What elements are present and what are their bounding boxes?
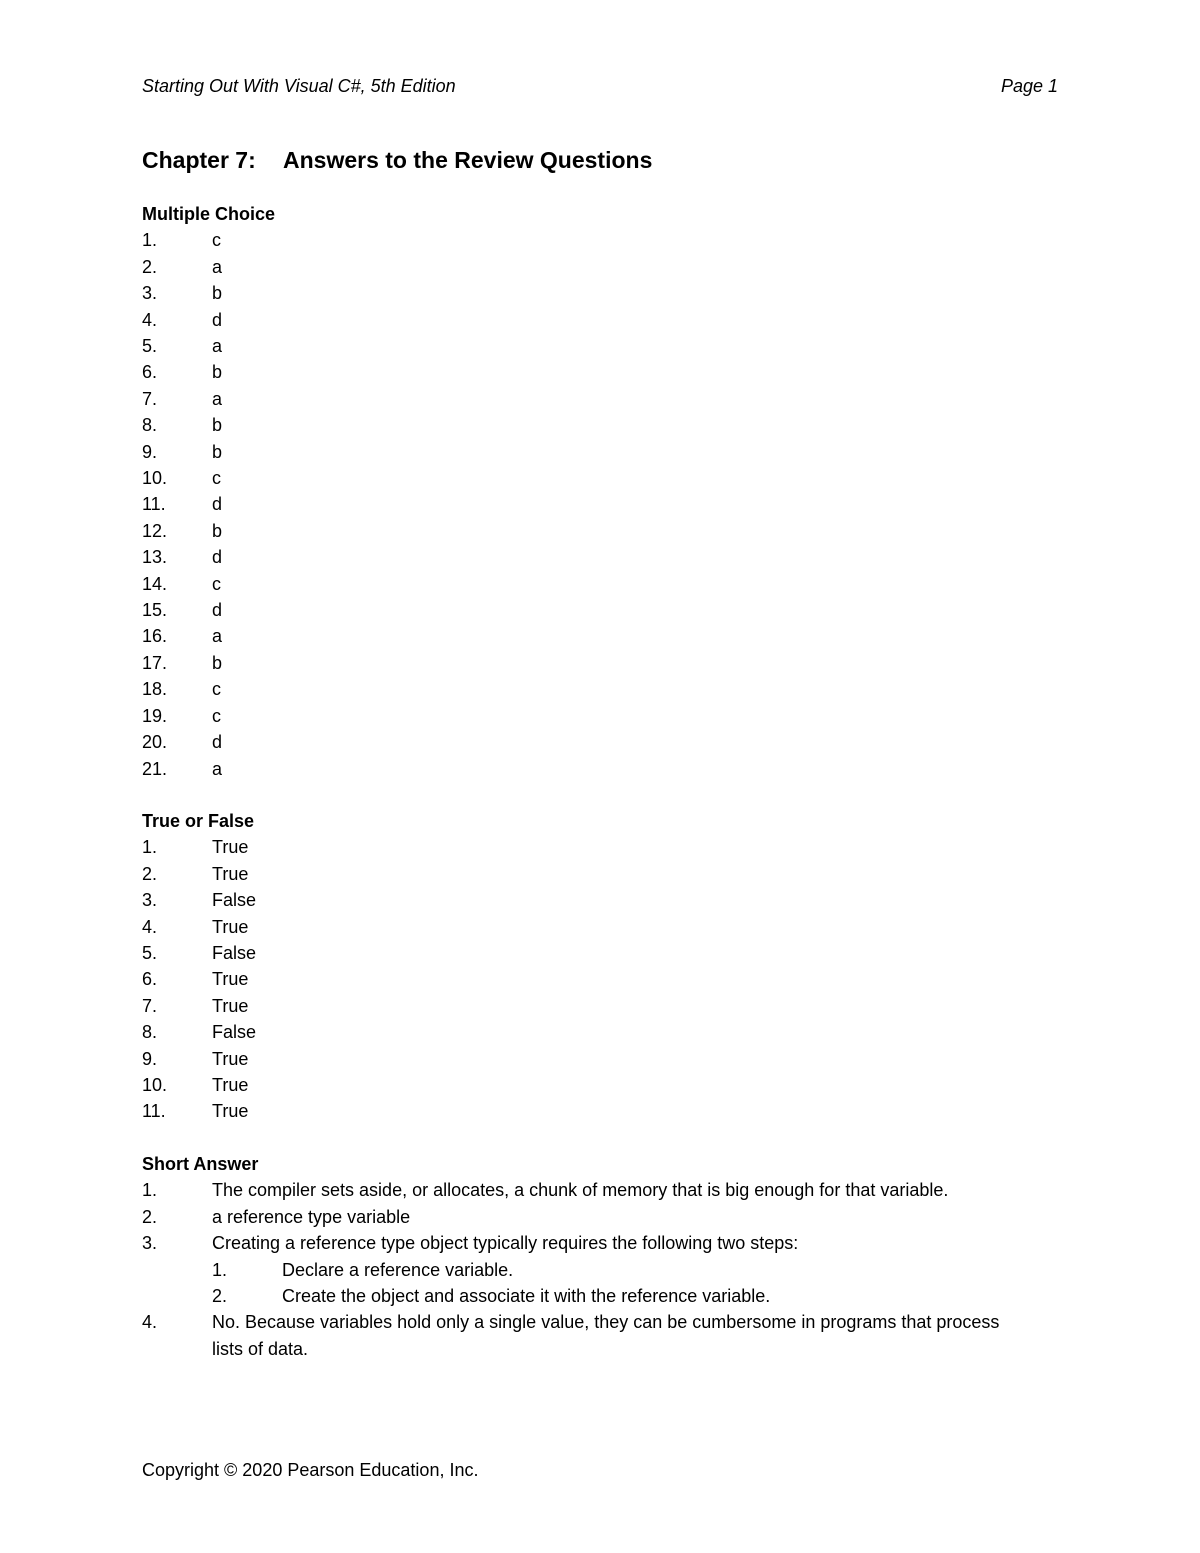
section-heading-true-false: True or False xyxy=(142,811,255,831)
item-answer: c xyxy=(212,230,221,251)
multiple-choice-item xyxy=(142,359,1022,385)
item-answer: a xyxy=(212,388,223,409)
item-answer: False xyxy=(212,890,257,911)
item-answer: a xyxy=(212,626,223,647)
item-number: 3. xyxy=(142,1233,158,1254)
item-number: 1. xyxy=(142,1180,158,1201)
multiple-choice-item xyxy=(142,676,1022,702)
item-answer: Creating a reference type object typically requires the following two steps: xyxy=(212,1233,799,1254)
item-number: 4. xyxy=(142,1312,158,1333)
item-number: 8. xyxy=(142,415,158,436)
item-number: 6. xyxy=(142,969,158,990)
true-false-section xyxy=(142,808,1022,1125)
multiple-choice-item xyxy=(142,439,1022,465)
multiple-choice-item xyxy=(142,227,1022,253)
item-number: 13. xyxy=(142,547,168,568)
item-answer: True xyxy=(212,1101,249,1122)
multiple-choice-item xyxy=(142,597,1022,623)
item-answer: c xyxy=(212,573,221,594)
item-answer: b xyxy=(212,362,223,383)
item-number: 9. xyxy=(142,441,158,462)
item-number: 19. xyxy=(142,705,168,726)
short-answer-item xyxy=(142,1177,1022,1203)
item-number: 10. xyxy=(142,1075,168,1096)
short-answer-item xyxy=(142,1204,1022,1230)
item-number: 7. xyxy=(142,995,158,1016)
multiple-choice-item xyxy=(142,280,1022,306)
item-answer: b xyxy=(212,520,223,541)
item-number: 2. xyxy=(142,1206,158,1227)
multiple-choice-item xyxy=(142,254,1022,280)
item-answer: b xyxy=(212,441,223,462)
multiple-choice-item xyxy=(142,491,1022,517)
item-answer: False xyxy=(212,943,257,964)
item-number: 2. xyxy=(142,863,158,884)
multiple-choice-item xyxy=(142,307,1022,333)
true-false-item xyxy=(142,1019,1022,1045)
item-answer: The compiler sets aside, or allocates, a chunk of memory that is big enough for that variable. xyxy=(212,1180,949,1201)
item-number: 14. xyxy=(142,573,168,594)
multiple-choice-item xyxy=(142,729,1022,755)
running-header xyxy=(142,74,1058,98)
section-heading-multiple-choice: Multiple Choice xyxy=(142,204,276,224)
item-number: 5. xyxy=(142,336,158,357)
true-false-item xyxy=(142,834,1022,860)
item-number: 15. xyxy=(142,600,168,621)
multiple-choice-item xyxy=(142,412,1022,438)
item-number: 16. xyxy=(142,626,168,647)
true-false-item xyxy=(142,940,1022,966)
item-number: 18. xyxy=(142,679,168,700)
item-answer: b xyxy=(212,283,223,304)
item-number: 1. xyxy=(142,837,158,858)
item-answer: a reference type variable xyxy=(212,1206,411,1227)
item-number: 9. xyxy=(142,1048,158,1069)
short-answer-sub-item xyxy=(212,1283,1022,1309)
true-false-item xyxy=(142,1098,1022,1124)
true-false-item xyxy=(142,993,1022,1019)
short-answer-list xyxy=(142,1177,1022,1362)
item-answer: a xyxy=(212,256,223,277)
item-answer: True xyxy=(212,916,249,937)
item-answer: c xyxy=(212,679,221,700)
multiple-choice-item xyxy=(142,703,1022,729)
item-answer: d xyxy=(212,547,223,568)
item-answer: True xyxy=(212,995,249,1016)
short-answer-section xyxy=(142,1151,1022,1362)
item-number: 21. xyxy=(142,758,168,779)
item-answer: d xyxy=(212,732,223,753)
true-false-item xyxy=(142,1046,1022,1072)
multiple-choice-list xyxy=(142,227,1022,782)
item-number: 8. xyxy=(142,1022,158,1043)
multiple-choice-item xyxy=(142,465,1022,491)
multiple-choice-item xyxy=(142,544,1022,570)
item-answer: True xyxy=(212,837,249,858)
true-false-item xyxy=(142,887,1022,913)
true-false-item xyxy=(142,966,1022,992)
item-answer: True xyxy=(212,1075,249,1096)
item-number: 17. xyxy=(142,652,168,673)
true-false-item xyxy=(142,861,1022,887)
section-heading-short-answer: Short Answer xyxy=(142,1154,259,1174)
multiple-choice-item xyxy=(142,333,1022,359)
item-number: 12. xyxy=(142,520,168,541)
item-number: 1. xyxy=(212,1259,228,1280)
chapter-heading: Answers to the Review Questions xyxy=(283,147,653,173)
item-number: 1. xyxy=(142,230,158,251)
item-answer: d xyxy=(212,600,223,621)
item-answer: True xyxy=(212,863,249,884)
copyright-footer: Copyright © 2020 Pearson Education, Inc. xyxy=(142,1460,479,1480)
item-number: 6. xyxy=(142,362,158,383)
item-number: 5. xyxy=(142,943,158,964)
short-answer-item xyxy=(142,1309,1022,1362)
short-answer-sub-item xyxy=(212,1257,1022,1283)
item-answer: a xyxy=(212,336,223,357)
chapter-number: Chapter 7: xyxy=(142,147,256,173)
item-answer: a xyxy=(212,758,223,779)
item-number: 11. xyxy=(142,1101,166,1122)
true-false-list xyxy=(142,834,1022,1124)
item-answer: d xyxy=(212,309,223,330)
page-number: Page 1 xyxy=(1000,76,1058,96)
item-answer: True xyxy=(212,969,249,990)
item-answer: d xyxy=(212,494,223,515)
item-number: 7. xyxy=(142,388,158,409)
multiple-choice-item xyxy=(142,756,1022,782)
multiple-choice-item xyxy=(142,518,1022,544)
item-answer: c xyxy=(212,468,221,489)
item-number: 3. xyxy=(142,890,158,911)
short-answer-sub-list xyxy=(212,1257,1022,1310)
item-number: 20. xyxy=(142,732,168,753)
item-answer: True xyxy=(212,1048,249,1069)
item-answer: Create the object and associate it with the reference variable. xyxy=(282,1286,771,1307)
item-answer: b xyxy=(212,415,223,436)
true-false-item xyxy=(142,1072,1022,1098)
multiple-choice-item xyxy=(142,650,1022,676)
item-answer: False xyxy=(212,1022,257,1043)
item-answer: No. Because variables hold only a single value, they can be cumbersome in programs that process lists of data. xyxy=(212,1312,1000,1359)
item-number: 2. xyxy=(142,256,158,277)
item-answer: c xyxy=(212,705,221,726)
item-answer: Declare a reference variable. xyxy=(282,1259,514,1280)
item-number: 11. xyxy=(142,494,166,515)
item-number: 10. xyxy=(142,468,168,489)
item-answer: b xyxy=(212,652,223,673)
chapter-title xyxy=(142,144,652,176)
true-false-item xyxy=(142,914,1022,940)
multiple-choice-section xyxy=(142,201,1022,782)
short-answer-item xyxy=(142,1230,1022,1256)
item-number: 4. xyxy=(142,916,158,937)
item-number: 3. xyxy=(142,283,158,304)
multiple-choice-item xyxy=(142,386,1022,412)
item-number: 4. xyxy=(142,309,158,330)
multiple-choice-item xyxy=(142,571,1022,597)
multiple-choice-item xyxy=(142,623,1022,649)
book-title: Starting Out With Visual C#, 5th Edition xyxy=(142,76,456,96)
item-number: 2. xyxy=(212,1286,228,1307)
